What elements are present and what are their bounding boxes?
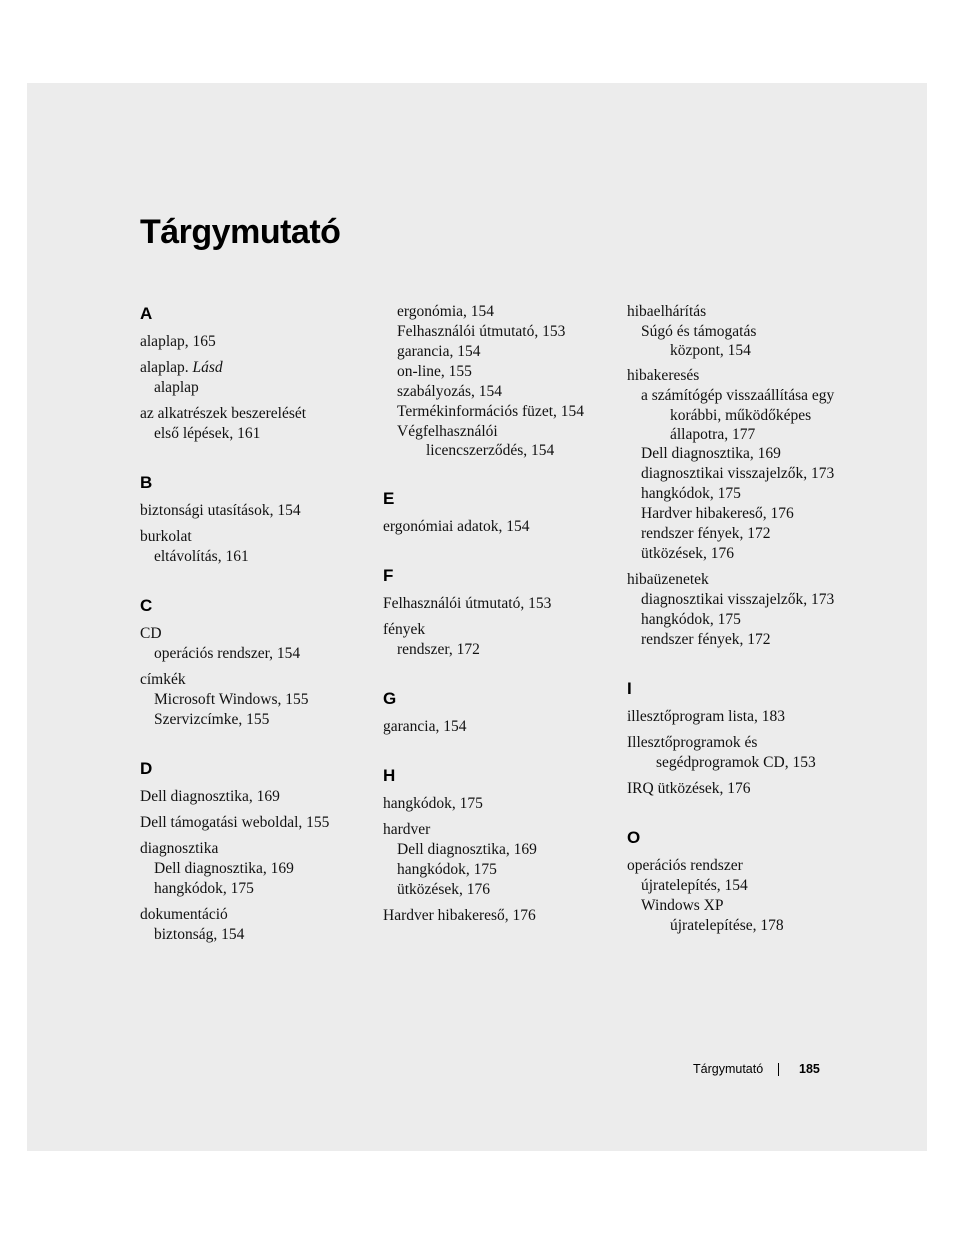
index-entry bbox=[627, 779, 867, 799]
entry-subterm: Súgó és támogatás bbox=[641, 323, 757, 340]
index-entry bbox=[140, 332, 370, 352]
entry-term: Dell támogatási weboldal, 155 bbox=[140, 814, 330, 831]
continued-entry bbox=[383, 302, 618, 460]
index-entry bbox=[140, 404, 370, 444]
entry-term: biztonsági utasítások, 154 bbox=[140, 502, 301, 519]
entry-term: operációs rendszer bbox=[627, 857, 743, 874]
entry-subterm: rendszer, 172 bbox=[397, 641, 480, 658]
entry-term: Felhasználói útmutató, 153 bbox=[383, 595, 552, 612]
entry-term: hibakeresés bbox=[627, 367, 700, 384]
entry-subterm: diagnosztikai visszajelzők, 173 bbox=[641, 591, 835, 608]
section-letter-i: I bbox=[627, 679, 632, 698]
entry-subterm: Hardver hibakereső, 176 bbox=[641, 505, 794, 522]
entry-subterm-continuation: központ, 154 bbox=[670, 342, 751, 359]
entry-subterm-continuation: újratelepítése, 178 bbox=[670, 917, 784, 934]
entry-term: az alkatrészek beszerelését bbox=[140, 405, 307, 422]
entry-term: Dell diagnosztika, 169 bbox=[140, 788, 280, 805]
index-entry bbox=[383, 594, 618, 614]
footer-divider bbox=[778, 1063, 779, 1076]
index-entry bbox=[140, 839, 370, 899]
entry-subterm: Dell diagnosztika, 169 bbox=[641, 445, 781, 462]
entry-term-continuation: segédprogramok CD, 153 bbox=[656, 754, 816, 771]
entry-subterm: Windows XP bbox=[641, 897, 724, 914]
entry-term: hardver bbox=[383, 821, 431, 838]
entry-subterm: hangkódok, 175 bbox=[397, 861, 497, 878]
entry-subterm: diagnosztikai visszajelzők, 173 bbox=[641, 465, 835, 482]
footer-label: Tárgymutató bbox=[693, 1062, 764, 1076]
entry-subterm: Microsoft Windows, 155 bbox=[154, 691, 309, 708]
entry-term: ergonómiai adatok, 154 bbox=[383, 518, 530, 535]
entry-subterm: szabályozás, 154 bbox=[397, 383, 503, 400]
section-letter-g: G bbox=[383, 689, 397, 708]
index-entry bbox=[140, 501, 370, 521]
index-column-2 bbox=[383, 302, 618, 926]
index-entry bbox=[140, 624, 370, 664]
entry-term: burkolat bbox=[140, 528, 192, 545]
index-entry bbox=[140, 527, 370, 567]
index-entry bbox=[627, 707, 867, 727]
entry-subterm: hangkódok, 175 bbox=[154, 880, 254, 897]
entry-subterm: alaplap bbox=[154, 379, 199, 396]
entry-term: illesztőprogram lista, 183 bbox=[627, 708, 785, 725]
entry-subterm: a számítógép visszaállítása egy bbox=[641, 387, 835, 404]
index-entry bbox=[140, 787, 370, 807]
section-letter-f: F bbox=[383, 566, 394, 585]
entry-term: alaplap, 165 bbox=[140, 333, 216, 350]
entry-term-text: alaplap. bbox=[140, 359, 193, 376]
index-entry bbox=[383, 820, 618, 900]
page-number: 185 bbox=[799, 1062, 820, 1076]
entry-term: fények bbox=[383, 621, 426, 638]
entry-subterm: rendszer fények, 172 bbox=[641, 631, 771, 648]
section-letter-h: H bbox=[383, 766, 396, 785]
entry-subterm: Szervizcímke, 155 bbox=[154, 711, 270, 728]
index-entry bbox=[383, 717, 618, 737]
entry-subterm: rendszer fények, 172 bbox=[641, 525, 771, 542]
entry-subterm: újratelepítés, 154 bbox=[641, 877, 748, 894]
entry-subterm: Dell diagnosztika, 169 bbox=[397, 841, 537, 858]
entry-term: címkék bbox=[140, 671, 186, 688]
entry-term: hibaelhárítás bbox=[627, 303, 707, 320]
index-entry bbox=[383, 906, 618, 926]
entry-subterm: hangkódok, 175 bbox=[641, 611, 741, 628]
index-entry bbox=[140, 813, 370, 833]
index-entry bbox=[140, 358, 370, 398]
entry-term: Hardver hibakereső, 176 bbox=[383, 907, 536, 924]
entry-subterm: hangkódok, 175 bbox=[641, 485, 741, 502]
entry-term: IRQ ütközések, 176 bbox=[627, 780, 751, 797]
entry-subterm-continuation: licencszerződés, 154 bbox=[426, 442, 555, 459]
section-letter-c: C bbox=[140, 596, 153, 615]
entry-term: CD bbox=[140, 625, 162, 642]
index-entry bbox=[627, 302, 867, 360]
index-entry bbox=[140, 670, 370, 730]
see-reference: Lásd bbox=[192, 359, 223, 376]
entry-subterm: biztonság, 154 bbox=[154, 926, 245, 943]
entry-subterm: Felhasználói útmutató, 153 bbox=[397, 323, 566, 340]
section-letter-e: E bbox=[383, 489, 395, 508]
index-entry bbox=[627, 570, 867, 650]
entry-term: diagnosztika bbox=[140, 840, 219, 857]
section-letter-d: D bbox=[140, 759, 153, 778]
index-entry bbox=[627, 366, 867, 564]
index-entry bbox=[383, 620, 618, 660]
entry-subterm: garancia, 154 bbox=[397, 343, 481, 360]
entry-subterm: első lépések, 161 bbox=[154, 425, 261, 442]
index-entry bbox=[383, 517, 618, 537]
entry-term: garancia, 154 bbox=[383, 718, 467, 735]
entry-subterm-continuation: korábbi, működőképes bbox=[670, 407, 812, 424]
section-letter-a: A bbox=[140, 304, 153, 323]
entry-term bbox=[140, 358, 370, 378]
entry-subterm: Dell diagnosztika, 169 bbox=[154, 860, 294, 877]
entry-subterm: ütközések, 176 bbox=[397, 881, 490, 898]
entry-subterm: Termékinformációs füzet, 154 bbox=[397, 403, 584, 420]
entry-subterm: operációs rendszer, 154 bbox=[154, 645, 301, 662]
section-letter-b: B bbox=[140, 473, 153, 492]
entry-term: hibaüzenetek bbox=[627, 571, 709, 588]
entry-subterm: eltávolítás, 161 bbox=[154, 548, 249, 565]
entry-term: Illesztőprogramok és bbox=[627, 734, 758, 751]
page-title: Tárgymutató bbox=[140, 213, 341, 251]
entry-term: hangkódok, 175 bbox=[383, 795, 483, 812]
entry-subterm-continuation: állapotra, 177 bbox=[670, 426, 756, 443]
entry-subterm: Végfelhasználói bbox=[397, 423, 498, 440]
entry-subterm: ergonómia, 154 bbox=[397, 303, 495, 320]
index-entry bbox=[383, 794, 618, 814]
index-entry bbox=[627, 856, 867, 935]
section-letter-o: O bbox=[627, 828, 641, 847]
entry-subterm: on-line, 155 bbox=[397, 363, 472, 380]
entry-term: dokumentáció bbox=[140, 906, 228, 923]
index-entry bbox=[140, 905, 370, 945]
entry-subterm: ütközések, 176 bbox=[641, 545, 734, 562]
index-column-1 bbox=[140, 302, 370, 945]
index-entry bbox=[627, 733, 867, 773]
index-column-3 bbox=[627, 302, 867, 935]
